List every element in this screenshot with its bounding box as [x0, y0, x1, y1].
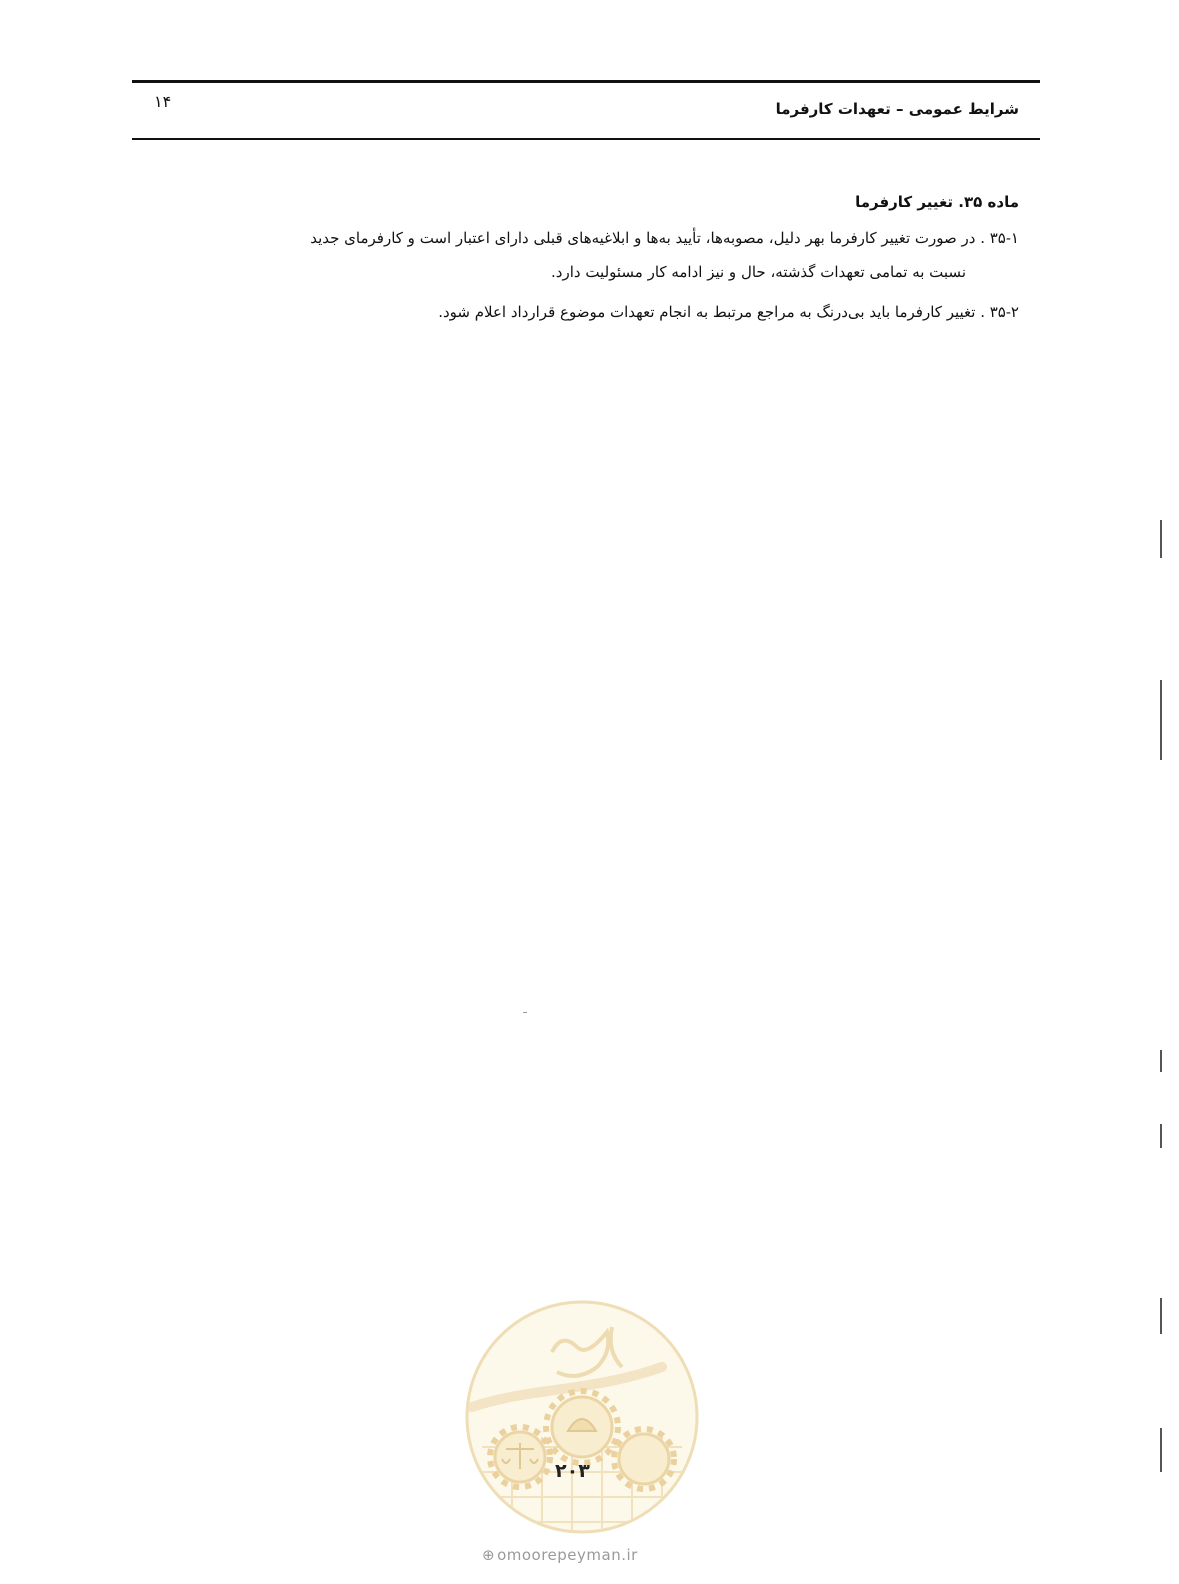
scan-edge-mark — [1160, 1428, 1162, 1472]
page-number: ۱۴ — [154, 92, 172, 111]
running-header-title: شرایط عمومی – تعهدات کارفرما — [775, 100, 1019, 118]
clause-35-1-line-2: نسبت به تمامی تعهدات گذشته، حال و نیز ادامه کار مسئولیت دارد. — [551, 263, 966, 281]
header-bottom-rule — [132, 138, 1040, 140]
clause-35-1-line-1: ۳۵-۱ . در صورت تغییر کارفرما بهر دلیل، مصوبه‌ها، تأیید به‌ها و ابلاغیه‌های قبلی دارای اعتبار است و کارفرمای جدید — [310, 229, 1019, 247]
scan-edge-mark — [1160, 1050, 1162, 1072]
clause-35-2-line-1: ۳۵-۲ . تغییر کارفرما باید بی‌درنگ به مراجع مرتبط به انجام تعهدات موضوع قرارداد اعلام شود. — [438, 303, 1019, 321]
watermark-url-text: omoorepeyman.ir — [497, 1546, 638, 1564]
watermark-url — [482, 1546, 638, 1564]
watermark-page-number: ۲۰۳ — [555, 1460, 590, 1482]
omoorepeyman-watermark-logo — [462, 1297, 702, 1537]
scan-edge-mark — [1160, 680, 1162, 760]
article-heading: ماده ۳۵. تغییر کارفرما — [855, 193, 1019, 211]
scan-edge-mark — [1160, 520, 1162, 558]
globe-icon: ⊕ — [482, 1546, 496, 1564]
scan-edge-mark — [1160, 1298, 1162, 1334]
scan-edge-mark — [1160, 1124, 1162, 1148]
header-top-rule — [132, 80, 1040, 83]
scan-speck — [523, 1012, 527, 1013]
